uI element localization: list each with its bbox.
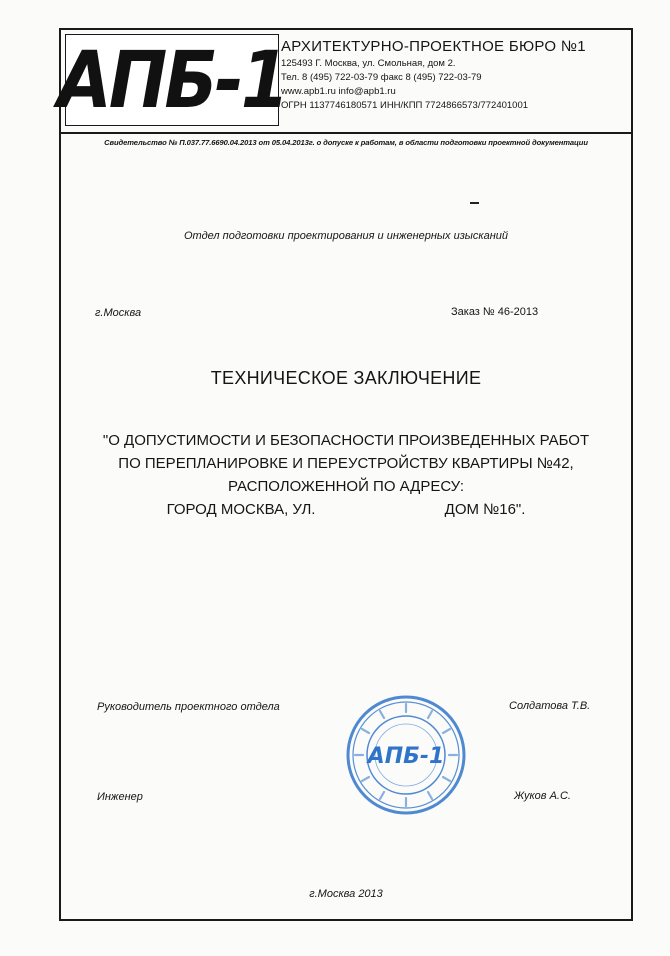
logo-text: АПБ-1 xyxy=(57,34,287,126)
company-name: АРХИТЕКТУРНО-ПРОЕКТНОЕ БЮРО №1 xyxy=(281,38,586,55)
stamp-text: АПБ-1 xyxy=(367,744,445,769)
subject-line-4: ГОРОД МОСКВА, УЛ. ДОМ №16". xyxy=(166,501,526,518)
signature-name-engineer: Жуков А.С. xyxy=(514,790,571,802)
subject-line-1: "О ДОПУСТИМОСТИ И БЕЗОПАСНОСТИ ПРОИЗВЕДЕННЫХ РАБОТ xyxy=(102,432,590,449)
certificate-line: Свидетельство № П.037.77.6690.04.2013 от 05.04.2013г. о допуске к работам, в области подготовки проектной документации xyxy=(104,138,588,147)
department-name: Отдел подготовки проектирования и инженерных изысканий xyxy=(183,230,509,242)
company-web-email: www.apb1.ru info@apb1.ru xyxy=(281,86,396,97)
order-number: Заказ № 46-2013 xyxy=(451,306,539,318)
company-stamp xyxy=(344,693,468,817)
signature-role-engineer: Инженер xyxy=(97,791,143,803)
company-info xyxy=(281,38,629,111)
subject-line-2: ПО ПЕРЕПЛАНИРОВКЕ И ПЕРЕУСТРОЙСТВУ КВАРТИРЫ №42, xyxy=(118,455,574,472)
company-logo xyxy=(57,34,287,126)
footer-city-year: г.Москва 2013 xyxy=(309,888,383,900)
stray-mark xyxy=(470,202,479,204)
company-phone-fax: Тел. 8 (495) 722-03-79 факс 8 (495) 722-03-79 xyxy=(281,72,482,83)
document-title: ТЕХНИЧЕСКОЕ ЗАКЛЮЧЕНИЕ xyxy=(210,368,482,388)
company-address: 125493 Г. Москва, ул. Смольная, дом 2. xyxy=(281,58,456,69)
signature-name-head: Солдатова Т.В. xyxy=(509,700,591,712)
document-subject xyxy=(62,429,630,521)
city-label: г.Москва xyxy=(95,307,142,319)
signature-role-head: Руководитель проектного отдела xyxy=(97,701,280,713)
company-registration: ОГРН 1137746180571 ИНН/КПП 7724866573/772401001 xyxy=(281,100,529,111)
letterhead xyxy=(59,28,633,134)
subject-line-3: РАСПОЛОЖЕННОЙ ПО АДРЕСУ: xyxy=(227,478,465,495)
